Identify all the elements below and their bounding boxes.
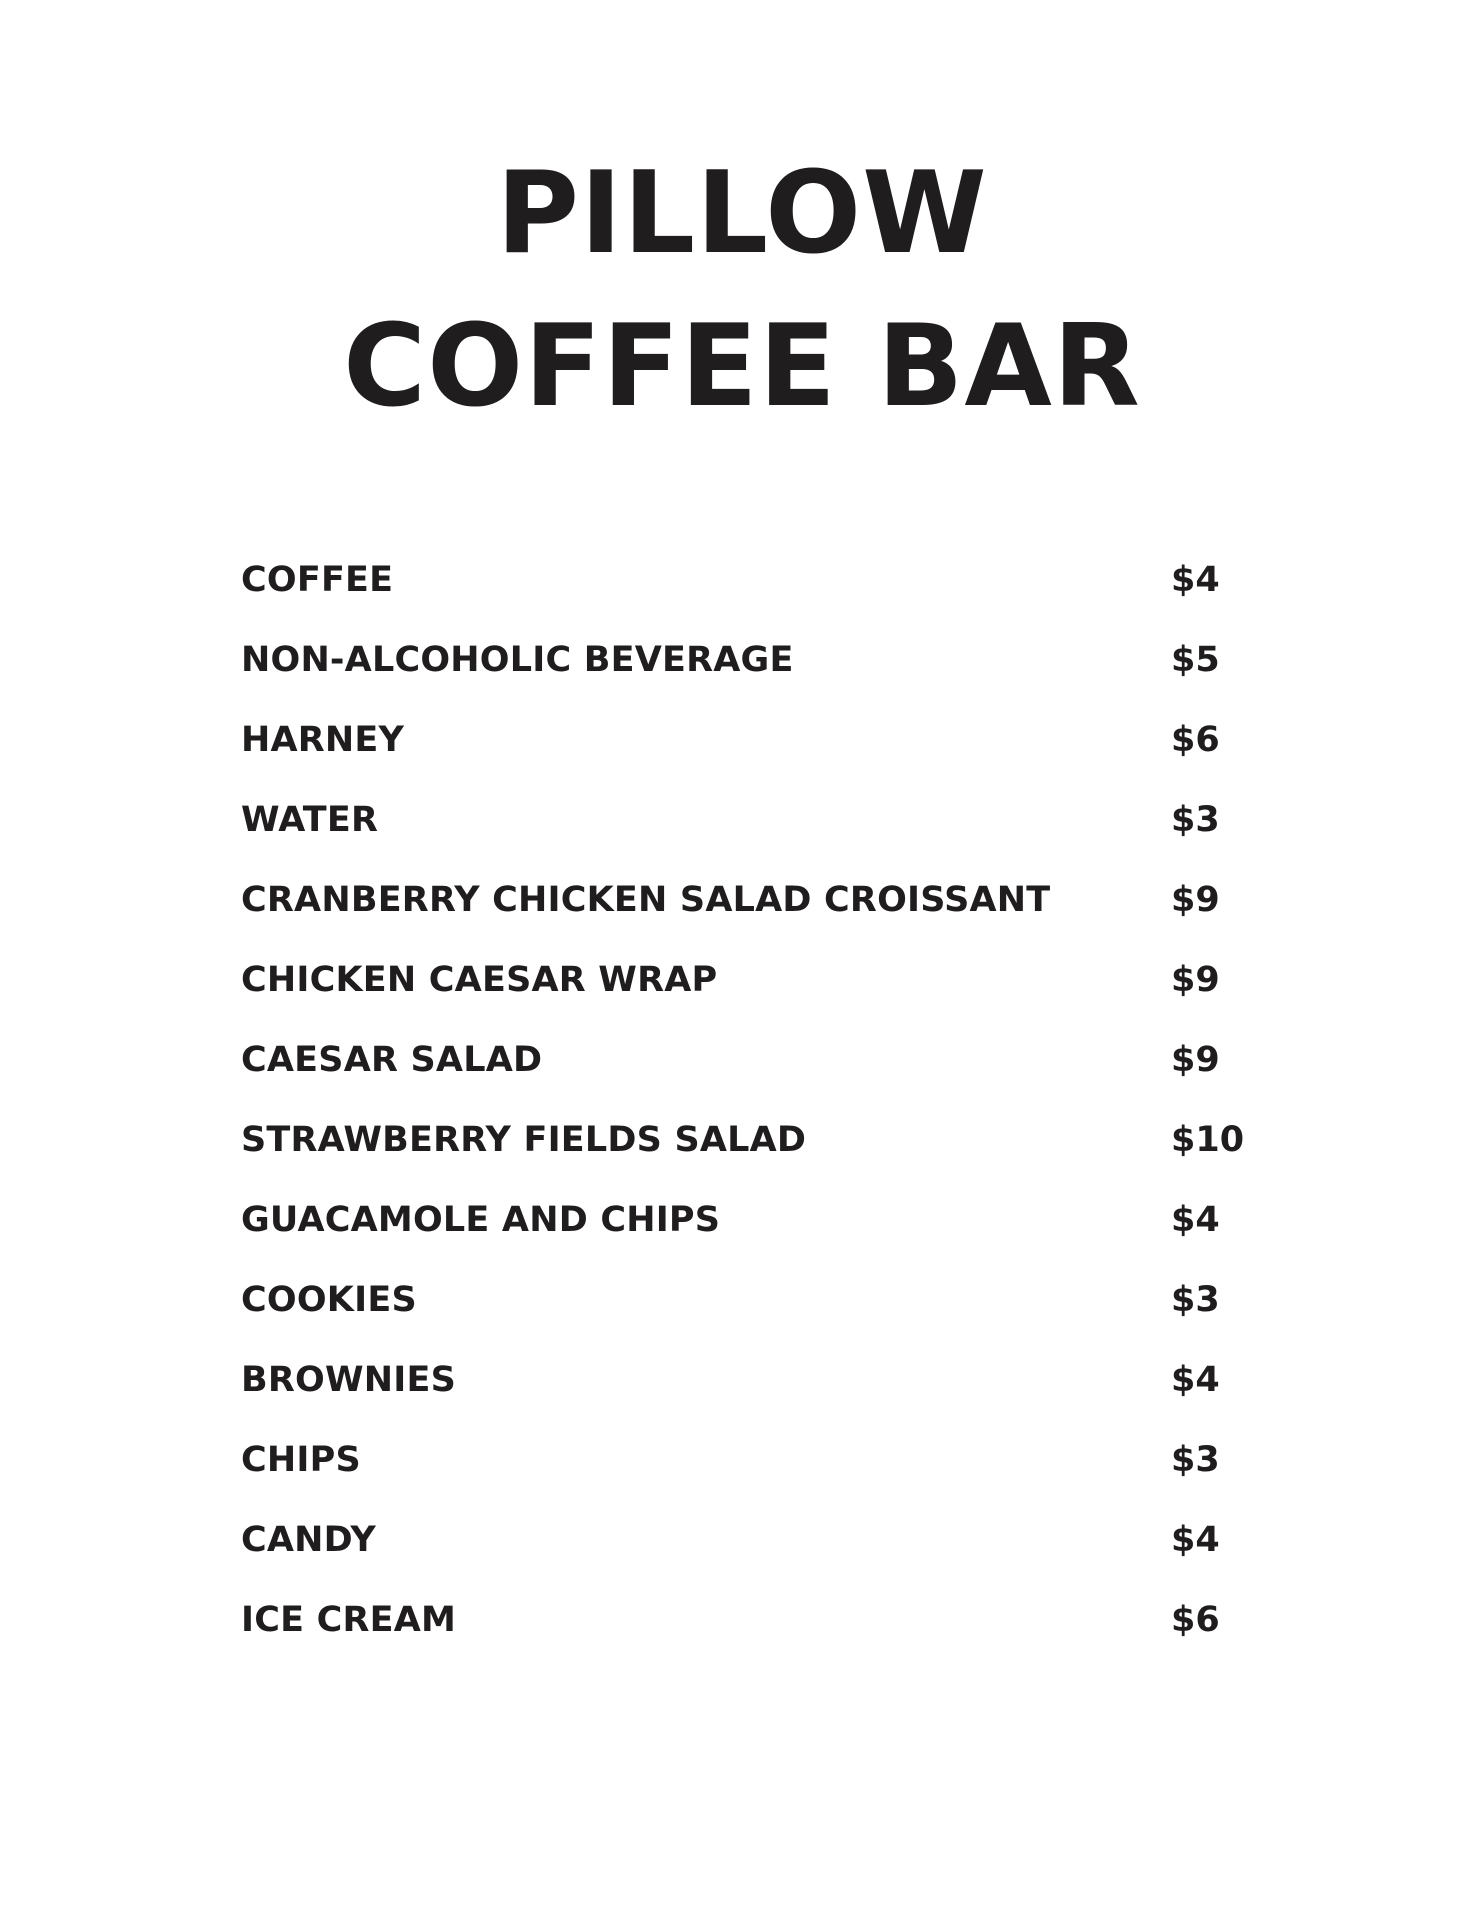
- menu-item-name: COOKIES: [241, 1280, 417, 1320]
- menu-item-price: $4: [1171, 1360, 1220, 1400]
- title-line-1: PILLOW: [496, 147, 988, 279]
- menu-item: [241, 1260, 1251, 1340]
- menu-item: [241, 540, 1251, 620]
- menu-item-name: GUACAMOLE AND CHIPS: [241, 1200, 721, 1240]
- menu-item-name: CANDY: [241, 1520, 376, 1560]
- menu-item-price: $9: [1171, 960, 1220, 1000]
- menu-item-name: COFFEE: [241, 560, 394, 600]
- menu-item: [241, 1340, 1251, 1420]
- menu-item: [241, 860, 1251, 940]
- menu-item-name: BROWNIES: [241, 1360, 457, 1400]
- menu-item-price: $3: [1171, 800, 1220, 840]
- menu-item-price: $6: [1171, 720, 1220, 760]
- menu-item: [241, 620, 1251, 700]
- menu-item-price: $4: [1171, 1200, 1220, 1240]
- menu-item: [241, 1420, 1251, 1500]
- menu-item: [241, 700, 1251, 780]
- menu-item-price: $4: [1171, 1520, 1220, 1560]
- menu-item: [241, 1020, 1251, 1100]
- menu-item: [241, 1500, 1251, 1580]
- menu-list: [241, 540, 1251, 1660]
- menu-item: [241, 1180, 1251, 1260]
- menu-item-price: $9: [1171, 1040, 1220, 1080]
- menu-item-name: CHICKEN CAESAR WRAP: [241, 960, 718, 1000]
- menu-item-name: CHIPS: [241, 1440, 361, 1480]
- menu-item-price: $9: [1171, 880, 1220, 920]
- menu-item-name: NON-ALCOHOLIC BEVERAGE: [241, 640, 794, 680]
- menu-item: [241, 1580, 1251, 1660]
- menu-item-name: ICE CREAM: [241, 1600, 457, 1640]
- menu-item: [241, 780, 1251, 860]
- menu-item-name: CAESAR SALAD: [241, 1040, 543, 1080]
- menu-item: [241, 1100, 1251, 1180]
- title-line-2: COFFEE BAR: [343, 300, 1141, 432]
- menu-item-price: $5: [1171, 640, 1220, 680]
- menu-item-price: $3: [1171, 1440, 1220, 1480]
- menu-item-name: STRAWBERRY FIELDS SALAD: [241, 1120, 807, 1160]
- menu-item-name: CRANBERRY CHICKEN SALAD CROISSANT: [241, 880, 1051, 920]
- menu-item-price: $6: [1171, 1600, 1220, 1640]
- menu-item-price: $3: [1171, 1280, 1220, 1320]
- menu-item: [241, 940, 1251, 1020]
- menu-item-name: HARNEY: [241, 720, 405, 760]
- menu-item-price: $4: [1171, 560, 1220, 600]
- menu-item-name: WATER: [241, 800, 379, 840]
- menu-item-price: $10: [1171, 1120, 1245, 1160]
